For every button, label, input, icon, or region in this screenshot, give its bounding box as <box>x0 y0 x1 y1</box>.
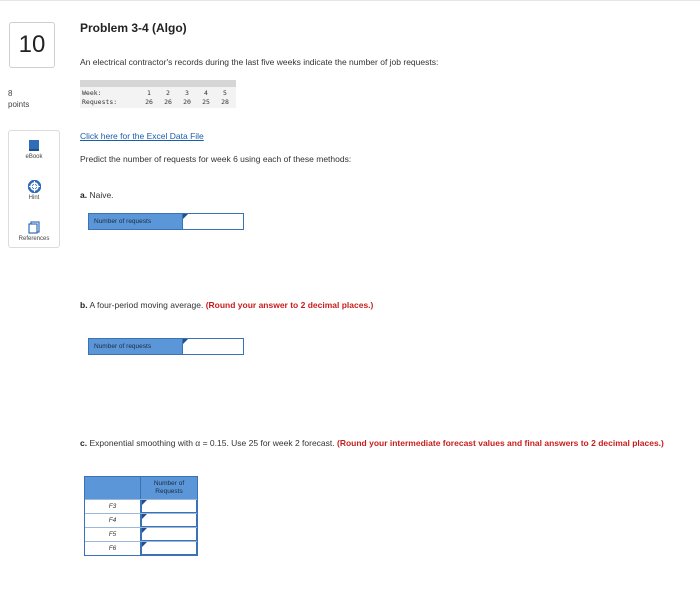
table-row <box>80 98 236 107</box>
f3-input[interactable] <box>141 500 197 513</box>
part-a-answer-row <box>88 213 244 230</box>
sidebar-item-ebook[interactable] <box>9 139 59 160</box>
week-cell: 1 <box>147 89 151 97</box>
requests-cell: 25 <box>202 98 210 106</box>
predict-instructions: Predict the number of requests for week 6 using each of these methods: <box>80 154 352 164</box>
resources-sidebar <box>8 130 60 248</box>
data-table <box>80 80 236 108</box>
part-letter: b. <box>80 300 88 310</box>
part-a-answer-input[interactable] <box>183 213 244 230</box>
week-cell: 3 <box>185 89 189 97</box>
book-icon <box>28 139 40 152</box>
requests-cell: 28 <box>221 98 229 106</box>
problem-intro: An electrical contractor's records during the last five weeks indicate the number of job requests: <box>80 57 439 67</box>
forecast-table <box>84 476 198 556</box>
part-letter: c. <box>80 438 88 448</box>
sidebar-item-label: References <box>18 236 50 242</box>
f5-input[interactable] <box>141 528 197 541</box>
header-blank-cell <box>85 477 141 499</box>
row-label: F6 <box>85 542 141 555</box>
sidebar-item-label: Hint <box>28 195 40 201</box>
answer-label: Number of requests <box>88 213 183 230</box>
excel-data-link[interactable]: Click here for the Excel Data File <box>80 131 204 141</box>
top-divider <box>0 0 700 1</box>
part-text: Naive. <box>87 190 114 200</box>
table-row <box>85 513 197 527</box>
problem-title: Problem 3-4 (Algo) <box>80 21 187 35</box>
rounding-instruction: (Round your answer to 2 decimal places.) <box>205 300 374 310</box>
question-number: 10 <box>9 22 55 68</box>
part-c-prompt <box>80 437 690 449</box>
part-a-prompt <box>80 190 114 200</box>
sidebar-item-references[interactable] <box>9 221 59 242</box>
part-text: Exponential smoothing with α = 0.15. Use 25 for week 2 forecast. <box>87 438 337 448</box>
points-value: 8 <box>8 89 13 98</box>
week-cell: 4 <box>204 89 208 97</box>
rounding-instruction: (Round your intermediate forecast values and final answers to 2 decimal places.) <box>337 438 664 448</box>
week-cell: 5 <box>223 89 227 97</box>
week-label: Week: <box>82 89 102 97</box>
part-b-answer-row <box>88 338 244 355</box>
part-letter: a. <box>80 190 88 200</box>
requests-cell: 26 <box>164 98 172 106</box>
part-b-answer-input[interactable] <box>183 338 244 355</box>
requests-cell: 26 <box>145 98 153 106</box>
documents-icon <box>28 221 40 234</box>
sidebar-item-hint[interactable] <box>9 180 59 201</box>
sidebar-item-label: eBook <box>25 154 43 160</box>
part-b-prompt <box>80 300 373 310</box>
part-text: A four-period moving average. <box>87 300 206 310</box>
row-label: F4 <box>85 514 141 527</box>
column-header: Number of Requests <box>141 477 197 499</box>
week-cell: 2 <box>166 89 170 97</box>
answer-label: Number of requests <box>88 338 183 355</box>
f6-input[interactable] <box>141 542 197 555</box>
table-row <box>85 541 197 555</box>
table-row <box>80 89 236 98</box>
row-label: F3 <box>85 500 141 513</box>
points-label: points <box>8 100 30 109</box>
requests-cell: 20 <box>183 98 191 106</box>
row-label: F5 <box>85 528 141 541</box>
table-row <box>85 527 197 541</box>
forecast-table-header <box>85 477 197 499</box>
points-indicator <box>8 88 29 110</box>
lifebuoy-icon <box>28 180 41 193</box>
requests-label: Requests: <box>82 98 118 106</box>
table-row <box>85 499 197 513</box>
f4-input[interactable] <box>141 514 197 527</box>
